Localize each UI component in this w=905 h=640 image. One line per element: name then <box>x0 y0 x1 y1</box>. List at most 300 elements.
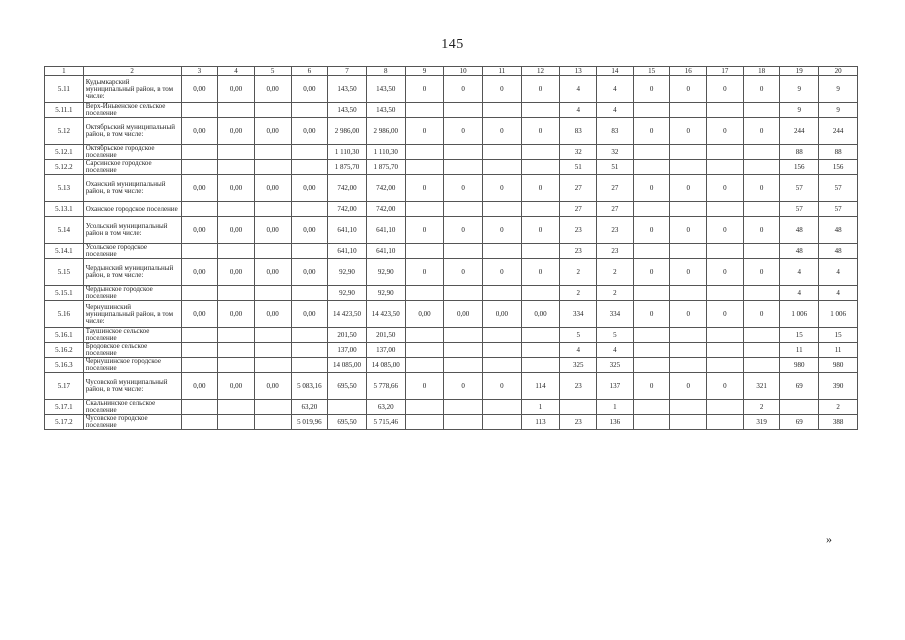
value-cell <box>405 160 444 175</box>
value-cell <box>254 400 291 415</box>
value-cell: 23 <box>597 244 634 259</box>
value-cell <box>254 202 291 217</box>
table-row <box>45 76 858 103</box>
row-code-cell: 5.13.1 <box>45 202 84 217</box>
value-cell <box>743 202 780 217</box>
value-cell <box>707 202 744 217</box>
value-cell: 0,00 <box>254 301 291 328</box>
value-cell: 83 <box>560 118 597 145</box>
value-cell <box>218 358 255 373</box>
value-cell: 334 <box>560 301 597 328</box>
value-cell: 0 <box>743 259 780 286</box>
value-cell: 83 <box>597 118 634 145</box>
value-cell <box>521 145 560 160</box>
row-name-cell: Чердынский муниципальный район, в том числе: <box>83 259 181 286</box>
value-cell: 4 <box>560 343 597 358</box>
value-cell: 14 085,00 <box>328 358 367 373</box>
value-cell <box>483 358 522 373</box>
value-cell: 9 <box>819 76 858 103</box>
value-cell: 5 019,96 <box>291 415 328 430</box>
value-cell <box>743 145 780 160</box>
header-cell: 4 <box>218 67 255 76</box>
header-cell: 11 <box>483 67 522 76</box>
value-cell <box>444 202 483 217</box>
value-cell <box>181 400 218 415</box>
continue-mark: » <box>826 532 832 546</box>
value-cell: 0,00 <box>291 217 328 244</box>
value-cell: 0,00 <box>181 175 218 202</box>
row-name-cell: Скальнинское сельское поселение <box>83 400 181 415</box>
value-cell: 0 <box>444 175 483 202</box>
value-cell: 0 <box>405 217 444 244</box>
value-cell: 4 <box>780 286 819 301</box>
value-cell <box>483 244 522 259</box>
value-cell: 980 <box>819 358 858 373</box>
value-cell <box>633 286 670 301</box>
value-cell: 0 <box>707 301 744 328</box>
value-cell: 0 <box>743 217 780 244</box>
value-cell: 0 <box>483 175 522 202</box>
row-code-cell: 5.12.1 <box>45 145 84 160</box>
value-cell: 1 110,30 <box>366 145 405 160</box>
value-cell <box>291 160 328 175</box>
value-cell <box>521 103 560 118</box>
value-cell: 137,00 <box>328 343 367 358</box>
value-cell <box>444 415 483 430</box>
value-cell: 0 <box>633 217 670 244</box>
value-cell <box>670 343 707 358</box>
header-cell: 14 <box>597 67 634 76</box>
value-cell <box>405 328 444 343</box>
value-cell: 27 <box>560 175 597 202</box>
value-cell: 0,00 <box>254 76 291 103</box>
value-cell <box>707 160 744 175</box>
value-cell: 2 <box>743 400 780 415</box>
value-cell: 641,10 <box>328 244 367 259</box>
value-cell <box>633 145 670 160</box>
value-cell: 0 <box>670 373 707 400</box>
value-cell: 0 <box>483 373 522 400</box>
value-cell: 9 <box>780 76 819 103</box>
row-name-cell: Кудымкарский муниципальный район, в том числе: <box>83 76 181 103</box>
value-cell <box>670 415 707 430</box>
value-cell <box>181 160 218 175</box>
value-cell: 0 <box>707 76 744 103</box>
row-code-cell: 5.13 <box>45 175 84 202</box>
value-cell <box>181 202 218 217</box>
value-cell: 0 <box>483 118 522 145</box>
value-cell: 0 <box>405 373 444 400</box>
header-cell: 6 <box>291 67 328 76</box>
value-cell: 113 <box>521 415 560 430</box>
row-code-cell: 5.16 <box>45 301 84 328</box>
value-cell: 0 <box>444 217 483 244</box>
value-cell: 88 <box>780 145 819 160</box>
value-cell: 136 <box>597 415 634 430</box>
value-cell <box>444 328 483 343</box>
value-cell: 388 <box>819 415 858 430</box>
value-cell <box>218 160 255 175</box>
value-cell <box>633 328 670 343</box>
value-cell <box>218 145 255 160</box>
value-cell <box>483 328 522 343</box>
value-cell <box>291 145 328 160</box>
value-cell: 390 <box>819 373 858 400</box>
value-cell: 51 <box>597 160 634 175</box>
value-cell <box>483 343 522 358</box>
value-cell <box>444 145 483 160</box>
value-cell: 1 875,70 <box>328 160 367 175</box>
row-code-cell: 5.16.1 <box>45 328 84 343</box>
value-cell: 92,90 <box>366 286 405 301</box>
value-cell: 201,50 <box>366 328 405 343</box>
value-cell <box>291 202 328 217</box>
value-cell <box>405 202 444 217</box>
value-cell: 0,00 <box>291 259 328 286</box>
value-cell <box>780 400 819 415</box>
row-name-cell: Таушинское сельское поселение <box>83 328 181 343</box>
value-cell: 0,00 <box>218 301 255 328</box>
value-cell: 244 <box>819 118 858 145</box>
value-cell: 0 <box>670 259 707 286</box>
value-cell <box>444 103 483 118</box>
value-cell: 0,00 <box>218 373 255 400</box>
value-cell: 5 <box>597 328 634 343</box>
value-cell <box>444 244 483 259</box>
value-cell: 4 <box>780 259 819 286</box>
value-cell: 0 <box>707 373 744 400</box>
value-cell: 32 <box>597 145 634 160</box>
value-cell <box>670 328 707 343</box>
value-cell: 0,00 <box>483 301 522 328</box>
value-cell: 980 <box>780 358 819 373</box>
value-cell: 0 <box>633 301 670 328</box>
value-cell: 23 <box>560 244 597 259</box>
value-cell: 57 <box>819 202 858 217</box>
value-cell: 0 <box>670 301 707 328</box>
value-cell: 15 <box>819 328 858 343</box>
value-cell: 742,00 <box>366 175 405 202</box>
value-cell <box>707 286 744 301</box>
value-cell: 0,00 <box>181 259 218 286</box>
value-cell: 0 <box>743 301 780 328</box>
header-cell: 13 <box>560 67 597 76</box>
value-cell: 156 <box>819 160 858 175</box>
table-row <box>45 145 858 160</box>
value-cell: 0 <box>521 259 560 286</box>
value-cell: 11 <box>780 343 819 358</box>
value-cell: 0 <box>633 259 670 286</box>
value-cell: 0 <box>670 76 707 103</box>
header-cell: 20 <box>819 67 858 76</box>
row-name-cell: Усольский муниципальный район в том числе: <box>83 217 181 244</box>
value-cell: 0 <box>670 217 707 244</box>
row-code-cell: 5.11.1 <box>45 103 84 118</box>
value-cell <box>254 358 291 373</box>
value-cell: 0 <box>521 217 560 244</box>
value-cell: 0 <box>633 118 670 145</box>
value-cell <box>521 244 560 259</box>
value-cell <box>521 286 560 301</box>
value-cell: 1 <box>597 400 634 415</box>
value-cell: 0 <box>405 259 444 286</box>
value-cell: 641,10 <box>366 244 405 259</box>
value-cell <box>633 343 670 358</box>
value-cell: 9 <box>819 103 858 118</box>
value-cell <box>181 328 218 343</box>
value-cell: 48 <box>819 244 858 259</box>
value-cell <box>743 343 780 358</box>
value-cell <box>670 286 707 301</box>
value-cell: 27 <box>597 175 634 202</box>
value-cell: 137,00 <box>366 343 405 358</box>
value-cell: 27 <box>560 202 597 217</box>
value-cell <box>405 400 444 415</box>
value-cell <box>291 286 328 301</box>
value-cell <box>218 415 255 430</box>
value-cell: 14 085,00 <box>366 358 405 373</box>
value-cell <box>405 358 444 373</box>
value-cell <box>483 286 522 301</box>
value-cell <box>521 202 560 217</box>
value-cell: 0 <box>521 175 560 202</box>
value-cell: 0,00 <box>291 118 328 145</box>
row-name-cell: Оханский муниципальный район, в том числе: <box>83 175 181 202</box>
row-code-cell: 5.11 <box>45 76 84 103</box>
value-cell: 63,20 <box>291 400 328 415</box>
row-name-cell: Чусовской муниципальный район, в том числе: <box>83 373 181 400</box>
value-cell <box>291 343 328 358</box>
value-cell: 1 875,70 <box>366 160 405 175</box>
value-cell: 0 <box>483 217 522 244</box>
row-code-cell: 5.14.1 <box>45 244 84 259</box>
value-cell: 0,00 <box>521 301 560 328</box>
value-cell: 742,00 <box>366 202 405 217</box>
value-cell <box>560 400 597 415</box>
value-cell: 2 986,00 <box>366 118 405 145</box>
value-cell: 0,00 <box>218 175 255 202</box>
header-cell: 1 <box>45 67 84 76</box>
header-cell: 12 <box>521 67 560 76</box>
value-cell: 5 715,46 <box>366 415 405 430</box>
table-row <box>45 103 858 118</box>
value-cell: 23 <box>560 415 597 430</box>
table-row <box>45 244 858 259</box>
value-cell <box>218 244 255 259</box>
value-cell <box>670 358 707 373</box>
data-table <box>44 66 858 430</box>
value-cell: 48 <box>780 244 819 259</box>
value-cell <box>444 400 483 415</box>
value-cell: 0,00 <box>218 76 255 103</box>
value-cell: 695,50 <box>328 373 367 400</box>
value-cell: 0 <box>743 76 780 103</box>
value-cell: 143,50 <box>328 76 367 103</box>
row-name-cell: Оханское городское поселение <box>83 202 181 217</box>
value-cell <box>670 244 707 259</box>
value-cell <box>254 328 291 343</box>
value-cell: 244 <box>780 118 819 145</box>
value-cell <box>218 103 255 118</box>
value-cell: 0,00 <box>291 76 328 103</box>
value-cell <box>218 328 255 343</box>
value-cell <box>328 400 367 415</box>
table-row <box>45 160 858 175</box>
value-cell <box>291 358 328 373</box>
value-cell: 0 <box>483 259 522 286</box>
value-cell <box>521 328 560 343</box>
value-cell <box>181 415 218 430</box>
value-cell: 0 <box>707 175 744 202</box>
value-cell: 0 <box>633 76 670 103</box>
page-number: 145 <box>441 37 464 52</box>
value-cell <box>254 160 291 175</box>
value-cell <box>444 286 483 301</box>
value-cell <box>633 400 670 415</box>
row-code-cell: 5.17 <box>45 373 84 400</box>
value-cell <box>405 343 444 358</box>
value-cell: 0,00 <box>254 259 291 286</box>
value-cell: 5 <box>560 328 597 343</box>
header-row <box>45 67 858 76</box>
row-code-cell: 5.12.2 <box>45 160 84 175</box>
row-name-cell: Верх-Иньвенское сельское поселение <box>83 103 181 118</box>
value-cell <box>291 103 328 118</box>
value-cell: 23 <box>597 217 634 244</box>
value-cell: 92,90 <box>366 259 405 286</box>
value-cell: 4 <box>597 76 634 103</box>
value-cell <box>181 358 218 373</box>
table-row <box>45 286 858 301</box>
value-cell: 2 <box>819 400 858 415</box>
value-cell: 0 <box>670 118 707 145</box>
value-cell <box>633 202 670 217</box>
value-cell: 4 <box>597 103 634 118</box>
value-cell: 641,10 <box>366 217 405 244</box>
value-cell: 69 <box>780 415 819 430</box>
value-cell: 5 778,66 <box>366 373 405 400</box>
value-cell <box>670 145 707 160</box>
value-cell <box>743 244 780 259</box>
value-cell <box>218 400 255 415</box>
header-cell: 19 <box>780 67 819 76</box>
table-row <box>45 259 858 286</box>
value-cell: 201,50 <box>328 328 367 343</box>
value-cell: 742,00 <box>328 202 367 217</box>
value-cell: 0,00 <box>254 373 291 400</box>
table-row <box>45 328 858 343</box>
row-name-cell: Октябрьское городское поселение <box>83 145 181 160</box>
value-cell: 0 <box>521 76 560 103</box>
value-cell: 641,10 <box>328 217 367 244</box>
value-cell: 23 <box>560 217 597 244</box>
value-cell <box>181 244 218 259</box>
value-cell: 156 <box>780 160 819 175</box>
value-cell: 48 <box>780 217 819 244</box>
value-cell: 143,50 <box>328 103 367 118</box>
value-cell: 0,00 <box>405 301 444 328</box>
row-name-cell: Чердынское городское поселение <box>83 286 181 301</box>
value-cell: 1 006 <box>819 301 858 328</box>
value-cell: 48 <box>819 217 858 244</box>
value-cell: 15 <box>780 328 819 343</box>
value-cell <box>405 415 444 430</box>
value-cell <box>444 358 483 373</box>
value-cell <box>521 160 560 175</box>
value-cell: 0,00 <box>218 118 255 145</box>
value-cell: 1 <box>521 400 560 415</box>
value-cell: 1 110,30 <box>328 145 367 160</box>
value-cell: 143,50 <box>366 76 405 103</box>
value-cell: 0,00 <box>181 118 218 145</box>
value-cell <box>633 160 670 175</box>
value-cell: 0,00 <box>291 175 328 202</box>
row-name-cell: Чернушинское городское поселение <box>83 358 181 373</box>
header-cell: 10 <box>444 67 483 76</box>
value-cell: 742,00 <box>328 175 367 202</box>
value-cell: 137 <box>597 373 634 400</box>
value-cell <box>218 343 255 358</box>
value-cell <box>405 244 444 259</box>
value-cell <box>707 244 744 259</box>
value-cell: 4 <box>560 76 597 103</box>
header-cell: 17 <box>707 67 744 76</box>
value-cell: 0,00 <box>444 301 483 328</box>
table-row <box>45 118 858 145</box>
value-cell <box>743 103 780 118</box>
value-cell: 0,00 <box>181 373 218 400</box>
value-cell: 0,00 <box>254 175 291 202</box>
value-cell: 0 <box>405 175 444 202</box>
value-cell: 92,90 <box>328 286 367 301</box>
value-cell: 63,20 <box>366 400 405 415</box>
value-cell <box>707 103 744 118</box>
value-cell: 0 <box>743 175 780 202</box>
value-cell: 32 <box>560 145 597 160</box>
value-cell: 319 <box>743 415 780 430</box>
header-cell: 2 <box>83 67 181 76</box>
value-cell: 0,00 <box>254 118 291 145</box>
value-cell: 0,00 <box>181 217 218 244</box>
value-cell: 321 <box>743 373 780 400</box>
value-cell: 51 <box>560 160 597 175</box>
value-cell <box>483 202 522 217</box>
row-name-cell: Бродовское сельское поселение <box>83 343 181 358</box>
row-code-cell: 5.17.2 <box>45 415 84 430</box>
value-cell: 695,50 <box>328 415 367 430</box>
value-cell: 0 <box>444 373 483 400</box>
value-cell <box>521 358 560 373</box>
row-name-cell: Усольское городское поселение <box>83 244 181 259</box>
table-row <box>45 400 858 415</box>
value-cell: 92,90 <box>328 259 367 286</box>
value-cell: 114 <box>521 373 560 400</box>
value-cell <box>483 160 522 175</box>
value-cell: 23 <box>560 373 597 400</box>
value-cell: 4 <box>819 259 858 286</box>
row-name-cell: Чернушинский муниципальный район, в том числе: <box>83 301 181 328</box>
value-cell: 14 423,50 <box>328 301 367 328</box>
value-cell <box>181 286 218 301</box>
row-code-cell: 5.14 <box>45 217 84 244</box>
value-cell <box>743 286 780 301</box>
value-cell <box>218 202 255 217</box>
value-cell: 0,00 <box>291 301 328 328</box>
value-cell <box>444 160 483 175</box>
value-cell: 0,00 <box>218 217 255 244</box>
header-cell: 8 <box>366 67 405 76</box>
value-cell <box>181 145 218 160</box>
